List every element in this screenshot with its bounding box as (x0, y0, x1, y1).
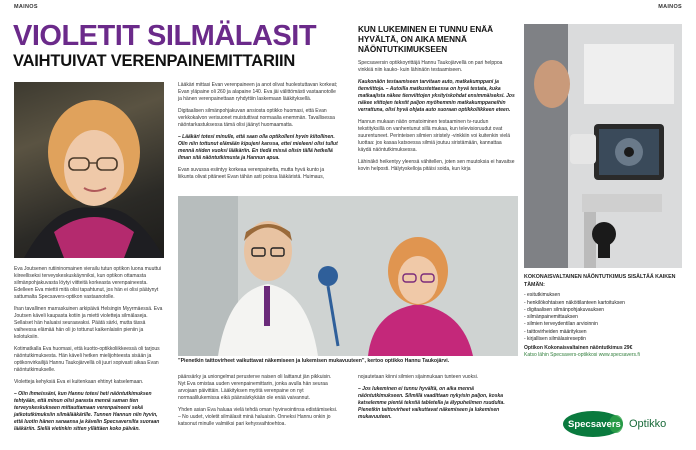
photo-optician-and-customer (178, 196, 518, 356)
section-subheading: KUN LUKEMINEN EI TUNNU ENÄÄ HYVÄLTÄ, ON AIKA MENNÄ NÄÖNTUTKIMUKSEEN (358, 25, 494, 54)
logo-sub-text: Optikko (629, 418, 667, 430)
info-list-item: - kirjallisen silmälasiresepti​n (524, 335, 586, 342)
quote-paragraph: – Jos lukeminen ei tunnu hyvältä, on aika mennä näöntutkimukseen. Silmillä vaadittaan nykyisin paljon, koska katselemme pientä tekstiä tabletella ja älypuhelimen ruudulta. Pienetkin taittovirheet vaikuttavat näkemiseen ja lukemisen mukavuuteen. (358, 386, 505, 420)
article-column-e (358, 374, 516, 426)
info-list-item: - digitaalisen silmänpohjakuvauksen (524, 306, 605, 313)
paragraph: nojautetaan kiinni silmien sijainnukaan tunteen vuoksi. (358, 374, 479, 380)
paragraph: Lähinäkö heikentyy yleensä vähitellen, joten sen muutoksia ei havaitse kovin helposti. Hälytyskelloja pitäisi soida, kun kirja (358, 159, 515, 172)
paragraph: Evan suvussa esiintyy korkeaa verenpainetta, mutta hyvä kunto ja liikunta olivat pitäneet Evan tähän asti poissa lääkäristä. Huimaus, (178, 167, 325, 180)
photo-eye-examination (524, 24, 682, 268)
woman-illustration (14, 82, 164, 258)
article-column-a (14, 266, 164, 438)
info-box (524, 274, 684, 360)
article-column-d (178, 374, 338, 433)
photo-woman-portrait (14, 82, 164, 258)
website-link[interactable]: Katso lähin Specsavers-optikkosi www.specsavers.fi (524, 352, 640, 359)
paragraph: Specsaversin optikkoyrittäjä Hannu Taukojärvellä on pari helppoa vinkkiä niin kauko- kuin lähinäön testaamiseen. (358, 60, 503, 73)
specsavers-logo (563, 411, 683, 439)
photo-caption: ”Pienetkin taittovirheet vaikuttavat näkemiseen ja lukemisen mukavuuteen”, kertoo optikko Hannu Taukojärvi. (178, 358, 450, 364)
paragraph: Violetteja kehyksiä Eva ei kuitenkaan ehtinyt katselemaan. (14, 379, 144, 385)
optician-illustration (178, 196, 518, 356)
quote-paragraph: – Lääkäri totesi minulle, että saan olla optikolleni hyvin kiitollinen. Olin niin tottunut elämään kipujeni kanssa, ettei mieleeni olisi tullut mennä niiden vuoksi lääkäriin. En tiedä missä olisin tällä hetkellä ilman sitä näöntutkimusta ja Hannun apua. (178, 134, 338, 161)
headline (13, 22, 343, 70)
info-list (524, 292, 684, 343)
info-list-item: - henkilökohtaisen näköitilanteen kartoituksen (524, 299, 625, 306)
info-list-item: - taittovirheiden määrityksen (524, 328, 587, 335)
ad-label-left: MAINOS (14, 4, 38, 10)
info-list-item: - silmänpainemittauksen (524, 314, 578, 321)
price-line: Optikon Kokonaisvaltainen näöntutkimus 29€ (524, 345, 633, 352)
headline-title: VIOLETIT SILMÄLASIT (13, 20, 317, 52)
exam-illustration (524, 24, 682, 268)
quote-paragraph: – Olin ihmeissäni, kun Hannu totesi heti näöntutkimuksen tehtyään, että minun olisi parasta mennä saman tien terveyskeskukseen mittauttamaan verenpaineeni sekä jatkotutkimuksiin silmälääkärille. Tunnen Hannun niin hyvin, että luotin hänen sanaansa ja kävelin Specsaversilta suoraan lääkäriin. Siellä vietinkin sitten yllättäen koko päivän. (14, 391, 160, 432)
article-column-c (358, 60, 516, 178)
paragraph: Digitaalisen silmänpohjakuvan ansiosta optikko huomasi, että Evan verkkokalvon verisuonet muistuttivat normaalia enemmän. Tavallisessa näöntarkastuksessa tämä olisi jäänyt huomaamatta. (178, 108, 335, 128)
ad-label-right: MAINOS (658, 4, 682, 10)
paragraph: Kotimatkalla Eva huomasi, että kuotto-optikkoliikkeessä oli tarjous näöntutkimuksesta. Hän käveli hetken mielijohteesta sisään ja optikonvirkailijä Hannu Taukojärvellä oli juuri sopivasti aikaa Evan näöntutkimukselle. (14, 346, 160, 373)
tip-paragraph: Kaukonäön testaamiseen tarvitaan auto, matkakumppani ja tienviittoja. – Autoilla matkustettaessa on hyvä testata, kuka matkaajista näkee tienviittojen yksityiskohdat ensimmäiseksi. Jos näkee viittojen tekstit paljon myöhemmin matkakumppaneihin verrattuna, olisi hyvä ohjata auto suoraan optikkoliikkeen eteen. (358, 79, 515, 113)
logo-brand-text: Specsavers (568, 419, 621, 430)
paragraph: Yhden asian Eva haluaa vielä tehdä oman hyvinvointinsa edistämiseksi. – No uudet, violetit silmälasit minä haluaisin. Onneksi Hannu onkin jo katsonut minulle valmiiksi pari kehysvaihtoehtoa. (178, 407, 338, 427)
paragraph: Lääkäri mittasi Evan verenpaineen ja anot olivat huolestuttavan korkeat; Evan yläpaine oli 260 ja alapaine 140. Eva jäi välittömästi vastaanotolle ja hänen verenpainettaan ryhdyttiin laskemaan lääkityksellä. (178, 82, 338, 102)
paragraph: päänsärky ja uniongelmat perusterve naisen oli laittanut jän pikkuisin. Nyt Eva omistaa uuden verenpainemittarin, jonka avulla hän seuraa arvojaan päivittäin. Lääkityksen myötä verenpaine on nyt normaalilukemissa eikä päänsärkykään ole enää vaivannut. (178, 374, 332, 401)
info-list-item: - esitutkimuksen (524, 292, 561, 299)
info-list-item: - silmien terveydentilan arvioinnin (524, 321, 598, 328)
paragraph: Ihan tavallinen marraskuinen arkipäivä Helsingin Myyrmäessä. Eva Joutsen käveli kaupasta kotiin ja mietti violetteja silmälaseja. Sellaiset hän haluaisi seuraavaksi. Päätä särki, mutta tässä vaiheessa elämää hän oli jo tottunut kaikenlaisiin pieniin ja kolotuksiin. (14, 306, 163, 340)
info-title: KOKONAISVALTAINEN NÄÖNTUTKIMUS SISÄLTÄÄ KAIKEN TÄMÄN: (524, 274, 676, 288)
paragraph: Eva Joutsenen rutiininomainen vierailu tutun optikon luona muuttui kiireelliseksi terveyskeskuskäynniksi, kun optikon ottamasta silmänpohjakuvasta löytyi viitteitä korkeasta verenpaineesta. Edelleen Eva miettii mitä olisi tapahtunut, jos hän ei olisi päätynyt sattumalta Specsavers-optikon vastaanotolle. (14, 266, 162, 300)
headline-subtitle: VAIHTUIVAT VERENPAINEMITTARIIN (13, 52, 296, 70)
article-column-b (178, 82, 340, 186)
paragraph: Hannun mukaan näön omatoiminen testaaminen tv-ruudun tekstityksillä on vanhentunut sillä mukaa, kun televisioruudut ovat suurentuneet. Perinteisen silmien siristely -vinkkiin voi kuitenkin vielä luottaa: jos kasaa katsoessa silmiä joutuu siristämään, kannattaa käydä näöntutkimuksessa. (358, 119, 511, 153)
